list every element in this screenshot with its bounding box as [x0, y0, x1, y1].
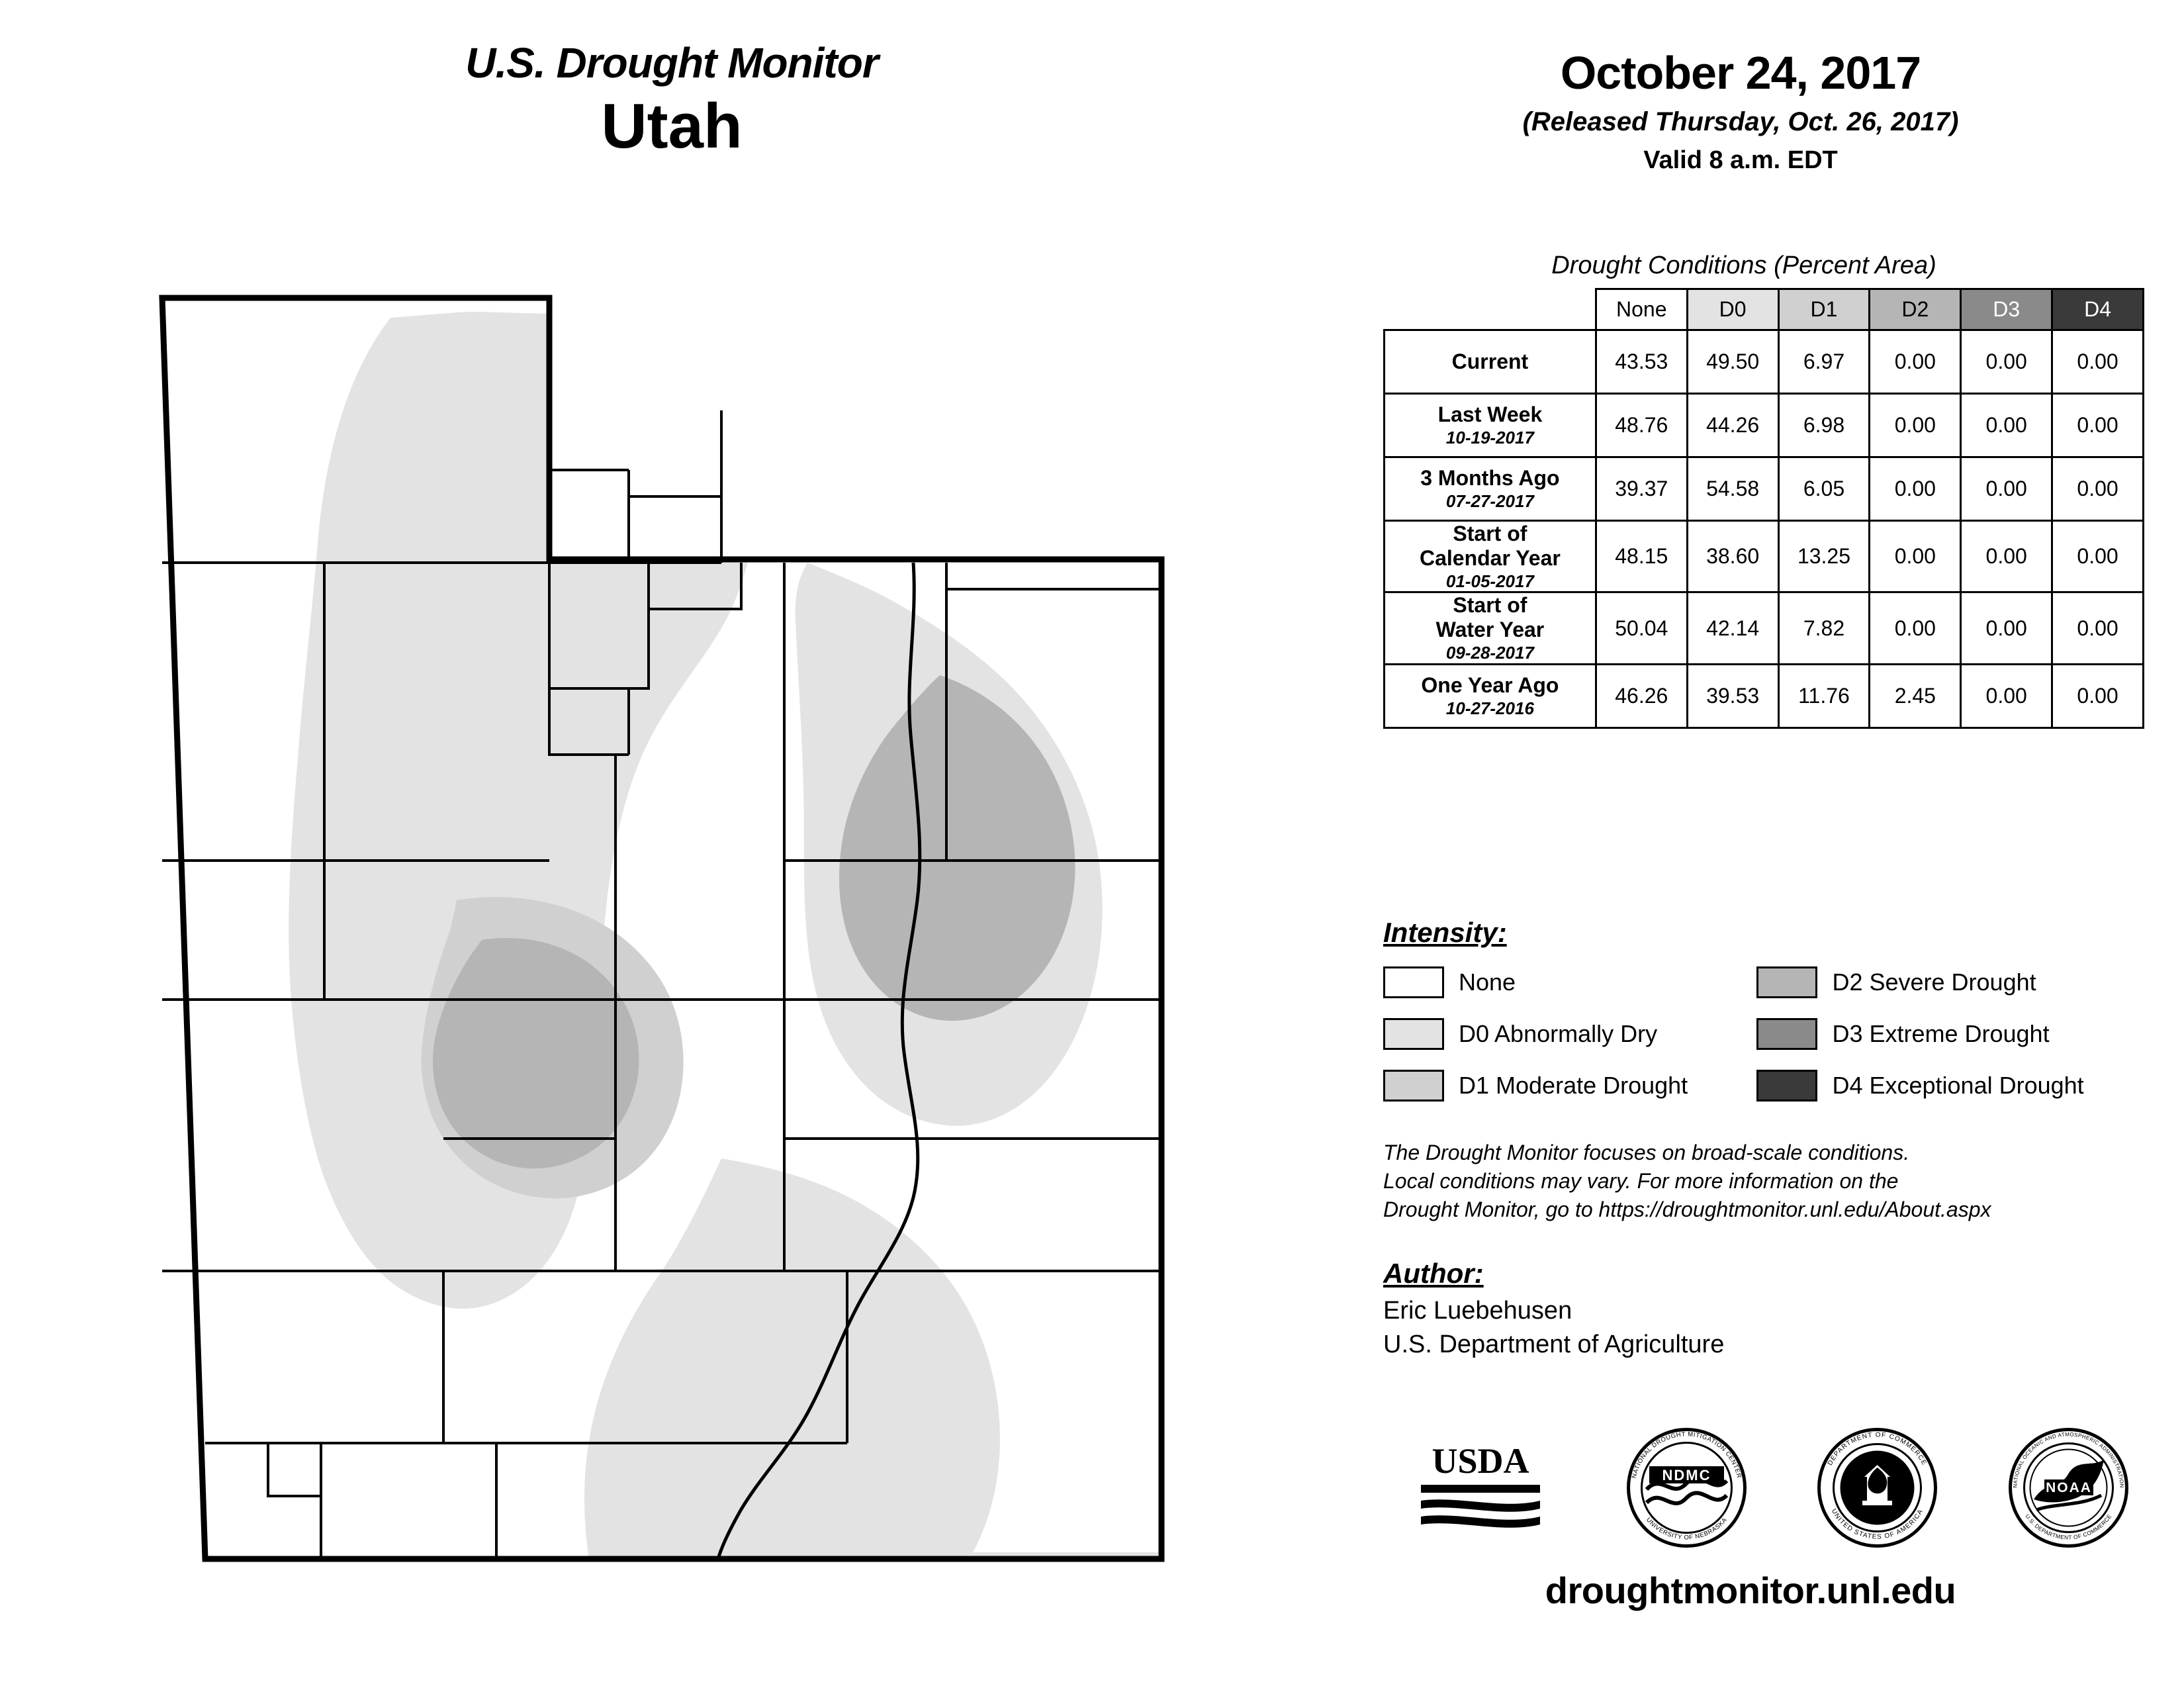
table-row — [1385, 330, 2144, 394]
legend-item-d3 — [1756, 1008, 2127, 1060]
cell-water-year-none: 50.04 — [1596, 592, 1687, 664]
cell-calendar-year-d0: 38.60 — [1687, 521, 1778, 592]
legend-column-right — [1756, 957, 2127, 1111]
svg-text:UNITED STATES OF AMERICA: UNITED STATES OF AMERICA — [1830, 1507, 1925, 1541]
cell-last-week-d1: 6.98 — [1778, 394, 1870, 457]
cell-calendar-year-d2: 0.00 — [1870, 521, 1961, 592]
cell-last-week-d0: 44.26 — [1687, 394, 1778, 457]
cell-one-year-ago-d2: 2.45 — [1870, 664, 1961, 727]
legend-item-d4 — [1756, 1060, 2127, 1111]
cell-current-d2: 0.00 — [1870, 330, 1961, 394]
release-date: (Released Thursday, Oct. 26, 2017) — [1522, 107, 1959, 136]
legend-item-none — [1383, 957, 1754, 1008]
cell-3-months-d4: 0.00 — [2052, 457, 2144, 521]
disclaimer-text — [1383, 1139, 2164, 1225]
cell-current-d1: 6.97 — [1778, 330, 1870, 394]
logo-row — [1370, 1423, 2164, 1556]
map-drought-layers — [126, 278, 1251, 1602]
table-corner-cell — [1385, 289, 1596, 330]
cell-current-none: 43.53 — [1596, 330, 1687, 394]
row-label-text: Start of Calendar Year — [1419, 522, 1561, 570]
column-header-none: None — [1596, 289, 1687, 330]
cell-water-year-d4: 0.00 — [2052, 592, 2144, 664]
author-heading: Author: — [1383, 1258, 1484, 1289]
cell-current-d0: 49.50 — [1687, 330, 1778, 394]
cell-water-year-d3: 0.00 — [1961, 592, 2052, 664]
svg-text:U.S. DEPARTMENT OF COMMERCE: U.S. DEPARTMENT OF COMMERCE — [2024, 1513, 2113, 1541]
table-caption: Drought Conditions (Percent Area) — [1551, 252, 1936, 279]
legend-item-d0 — [1383, 1008, 1754, 1060]
cell-calendar-year-d1: 13.25 — [1778, 521, 1870, 592]
table-row — [1385, 457, 2144, 521]
author-org: U.S. Department of Agriculture — [1383, 1331, 1725, 1359]
author-block — [1383, 1294, 1724, 1362]
cell-last-week-none: 48.76 — [1596, 394, 1687, 457]
cell-3-months-d2: 0.00 — [1870, 457, 1961, 521]
svg-text:NATIONAL OCEANIC AND ATMOSPHER: NATIONAL OCEANIC AND ATMOSPHERIC ADMINISTRATION — [2012, 1431, 2125, 1488]
cell-calendar-year-d4: 0.00 — [2052, 521, 2144, 592]
row-label-text: 3 Months Ago — [1420, 466, 1560, 491]
row-label-last-week — [1385, 394, 1596, 457]
legend-column-left — [1383, 957, 1754, 1111]
info-panel — [1343, 0, 2184, 1688]
legend-label-d0: D0 Abnormally Dry — [1459, 1020, 1658, 1047]
utah-drought-map — [126, 278, 1251, 1602]
row-label-3-months-ago — [1385, 457, 1596, 521]
cell-last-week-d3: 0.00 — [1961, 394, 2052, 457]
legend-swatch-d2 — [1756, 966, 1817, 998]
legend-label-d3: D3 Extreme Drought — [1832, 1020, 2050, 1047]
date-block — [1343, 46, 2138, 175]
table-header-row — [1385, 289, 2144, 330]
svg-text:DEPARTMENT OF COMMERCE: DEPARTMENT OF COMMERCE — [1827, 1431, 1929, 1467]
column-header-d2: D2 — [1870, 289, 1961, 330]
disclaimer-line-2: Local conditions may vary. For more information on the — [1383, 1169, 1899, 1194]
disclaimer-line-3: Drought Monitor, go to https://droughtmonitor.unl.edu/About.aspx — [1383, 1197, 1991, 1222]
table-row — [1385, 521, 2144, 592]
legend-swatch-d1 — [1383, 1070, 1444, 1102]
row-label-text: Start of Water Year — [1435, 593, 1545, 642]
column-header-d1: D1 — [1778, 289, 1870, 330]
disclaimer-line-1: The Drought Monitor focuses on broad-scale conditions. — [1383, 1141, 1910, 1164]
cell-3-months-d0: 54.58 — [1687, 457, 1778, 521]
cell-one-year-ago-d0: 39.53 — [1687, 664, 1778, 727]
author-name: Eric Luebehusen — [1383, 1297, 1572, 1325]
row-label-date: 10-19-2017 — [1445, 427, 1534, 447]
row-label-current — [1385, 330, 1596, 394]
svg-text:UNIVERSITY OF NEBRASKA: UNIVERSITY OF NEBRASKA — [1644, 1516, 1729, 1542]
cell-current-d3: 0.00 — [1961, 330, 2052, 394]
svg-text:NOAA: NOAA — [2046, 1480, 2093, 1495]
cell-one-year-ago-none: 46.26 — [1596, 664, 1687, 727]
valid-time: Valid 8 a.m. EDT — [1643, 146, 1838, 174]
cell-3-months-none: 39.37 — [1596, 457, 1687, 521]
table-row — [1385, 394, 2144, 457]
legend-label-none: None — [1459, 968, 1516, 996]
intensity-heading: Intensity: — [1383, 917, 1507, 948]
legend-item-d1 — [1383, 1060, 1754, 1111]
row-label-text: Current — [1451, 350, 1529, 374]
cell-water-year-d1: 7.82 — [1778, 592, 1870, 664]
column-header-d4: D4 — [2052, 289, 2144, 330]
legend-label-d2: D2 Severe Drought — [1832, 968, 2036, 996]
row-label-date: 10-27-2016 — [1445, 698, 1534, 718]
legend-swatch-d3 — [1756, 1018, 1817, 1050]
svg-text:NDMC: NDMC — [1662, 1467, 1711, 1483]
state-title: Utah — [601, 91, 743, 162]
row-label-date: 07-27-2017 — [1445, 491, 1534, 511]
page-title: U.S. Drought Monitor — [465, 39, 878, 87]
column-header-d0: D0 — [1687, 289, 1778, 330]
cell-water-year-d0: 42.14 — [1687, 592, 1778, 664]
row-label-date: 01-05-2017 — [1445, 571, 1534, 591]
row-label-one-year-ago — [1385, 664, 1596, 727]
cell-calendar-year-none: 48.15 — [1596, 521, 1687, 592]
usda-logo — [1404, 1432, 1557, 1548]
cell-calendar-year-d3: 0.00 — [1961, 521, 2052, 592]
legend-label-d1: D1 Moderate Drought — [1459, 1072, 1688, 1099]
noaa-logo — [2007, 1427, 2130, 1552]
drought-conditions-table — [1383, 288, 2144, 729]
title-block — [0, 40, 1343, 164]
cell-one-year-ago-d3: 0.00 — [1961, 664, 2052, 727]
cell-last-week-d4: 0.00 — [2052, 394, 2144, 457]
intensity-legend — [1383, 957, 2158, 1111]
row-label-date: 09-28-2017 — [1445, 643, 1534, 663]
table-row — [1385, 592, 2144, 664]
ndmc-logo — [1625, 1427, 1748, 1552]
cell-current-d4: 0.00 — [2052, 330, 2144, 394]
map-date: October 24, 2017 — [1560, 47, 1921, 99]
svg-text:USDA: USDA — [1432, 1440, 1529, 1481]
cell-3-months-d3: 0.00 — [1961, 457, 2052, 521]
cell-one-year-ago-d4: 0.00 — [2052, 664, 2144, 727]
legend-item-d2 — [1756, 957, 2127, 1008]
row-label-text: One Year Ago — [1421, 673, 1559, 698]
footer-url[interactable]: droughtmonitor.unl.edu — [1545, 1570, 1956, 1611]
legend-swatch-none — [1383, 966, 1444, 998]
row-label-start-of-water-year — [1385, 592, 1596, 664]
department-of-commerce-logo — [1816, 1427, 1938, 1552]
row-label-text: Last Week — [1437, 402, 1543, 427]
cell-water-year-d2: 0.00 — [1870, 592, 1961, 664]
cell-last-week-d2: 0.00 — [1870, 394, 1961, 457]
legend-swatch-d4 — [1756, 1070, 1817, 1102]
cell-3-months-d1: 6.05 — [1778, 457, 1870, 521]
cell-one-year-ago-d1: 11.76 — [1778, 664, 1870, 727]
column-header-d3: D3 — [1961, 289, 2052, 330]
row-label-start-of-calendar-year — [1385, 521, 1596, 592]
legend-label-d4: D4 Exceptional Drought — [1832, 1072, 2084, 1099]
table-row — [1385, 664, 2144, 727]
legend-swatch-d0 — [1383, 1018, 1444, 1050]
svg-text:NATIONAL DROUGHT MITIGATION CE: NATIONAL DROUGHT MITIGATION CENTER — [1630, 1430, 1743, 1479]
